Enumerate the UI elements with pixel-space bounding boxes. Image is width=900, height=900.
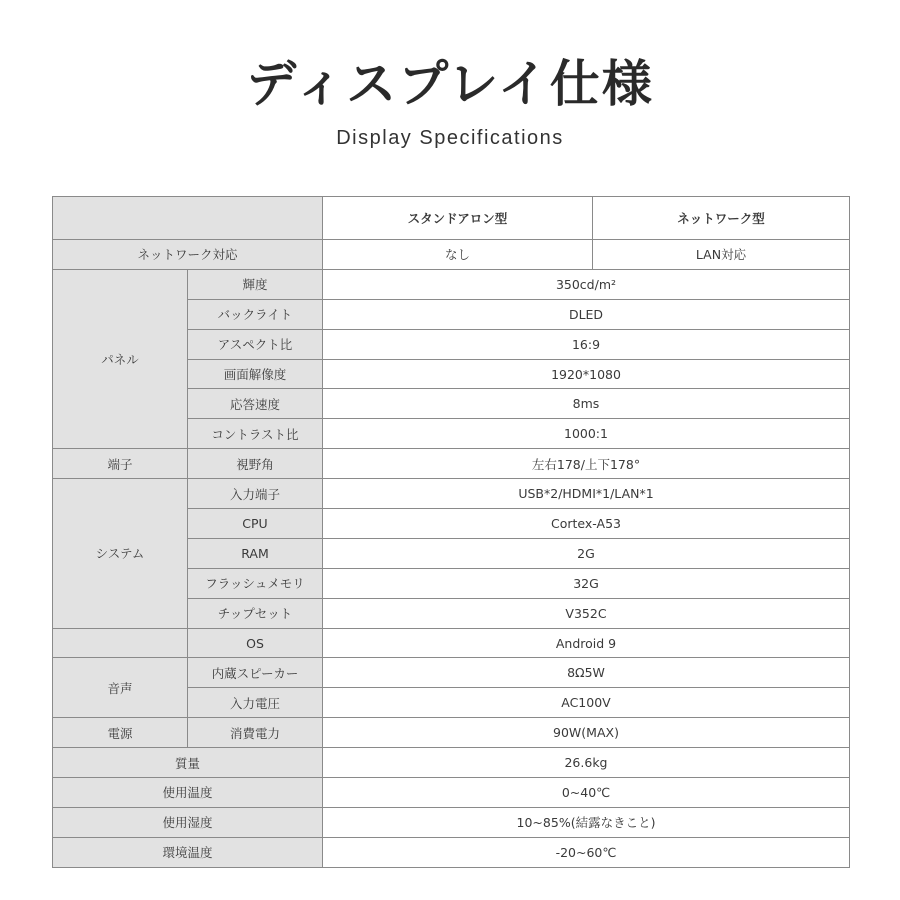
row-label-flash: フラッシュメモリ <box>188 568 323 598</box>
header-row <box>53 197 850 240</box>
row-label-env-temp: 環境温度 <box>53 837 323 867</box>
value-consumption: 90W(MAX) <box>323 718 850 748</box>
value-response: 8ms <box>323 389 850 419</box>
value-input-voltage: AC100V <box>323 688 850 718</box>
group-label-audio: 音声 <box>53 658 188 718</box>
table-row <box>53 807 850 837</box>
page-subtitle: Display Specifications <box>336 127 564 149</box>
value-ram: 2G <box>323 538 850 568</box>
blank-group-cell <box>53 628 188 658</box>
row-label-weight: 質量 <box>53 748 323 778</box>
row-label-contrast: コントラスト比 <box>188 419 323 449</box>
table-row <box>53 718 850 748</box>
value-os: Android 9 <box>323 628 850 658</box>
table-row <box>53 628 850 658</box>
row-label-input-voltage: 入力電圧 <box>188 688 323 718</box>
spec-table <box>52 196 850 868</box>
row-label-chipset: チップセット <box>188 598 323 628</box>
value-network-standalone: なし <box>323 240 593 270</box>
table-row <box>53 269 850 299</box>
value-network-network: LAN対応 <box>593 240 850 270</box>
value-input-terminal: USB*2/HDMI*1/LAN*1 <box>323 479 850 509</box>
row-label-op-humidity: 使用湿度 <box>53 807 323 837</box>
value-op-temp: 0~40℃ <box>323 778 850 808</box>
row-label-op-temp: 使用温度 <box>53 778 323 808</box>
table-row <box>53 479 850 509</box>
row-label-os: OS <box>188 628 323 658</box>
row-label-input-terminal: 入力端子 <box>188 479 323 509</box>
table-row <box>53 449 850 479</box>
row-label-ram: RAM <box>188 538 323 568</box>
row-label-aspect: アスペクト比 <box>188 329 323 359</box>
value-contrast: 1000:1 <box>323 419 850 449</box>
row-label-response: 応答速度 <box>188 389 323 419</box>
value-brightness: 350cd/m² <box>323 269 850 299</box>
value-aspect: 16:9 <box>323 329 850 359</box>
value-viewing-angle: 左右178/上下178° <box>323 449 850 479</box>
value-resolution: 1920*1080 <box>323 359 850 389</box>
header-blank-cell <box>53 197 323 240</box>
group-label-system: システム <box>53 479 188 628</box>
value-op-humidity: 10~85%(結露なきこと) <box>323 807 850 837</box>
table-row <box>53 748 850 778</box>
page-title: ディスプレイ仕様 <box>246 55 654 113</box>
row-label-brightness: 輝度 <box>188 269 323 299</box>
row-label-network: ネットワーク対応 <box>53 240 323 270</box>
group-label-power: 電源 <box>53 718 188 748</box>
value-flash: 32G <box>323 568 850 598</box>
value-env-temp: -20~60℃ <box>323 837 850 867</box>
value-backlight: DLED <box>323 299 850 329</box>
group-label-panel: パネル <box>53 269 188 448</box>
table-row <box>53 658 850 688</box>
row-label-resolution: 画面解像度 <box>188 359 323 389</box>
row-label-viewing-angle: 視野角 <box>188 449 323 479</box>
value-cpu: Cortex-A53 <box>323 509 850 539</box>
table-row <box>53 837 850 867</box>
row-label-consumption: 消費電力 <box>188 718 323 748</box>
group-label-terminal: 端子 <box>53 449 188 479</box>
table-row <box>53 240 850 270</box>
table-row <box>53 778 850 808</box>
col-header-network: ネットワーク型 <box>593 197 850 240</box>
row-label-speaker: 内蔵スピーカー <box>188 658 323 688</box>
value-weight: 26.6kg <box>323 748 850 778</box>
row-label-cpu: CPU <box>188 509 323 539</box>
row-label-backlight: バックライト <box>188 299 323 329</box>
col-header-standalone: スタンドアロン型 <box>323 197 593 240</box>
value-speaker: 8Ω5W <box>323 658 850 688</box>
value-chipset: V352C <box>323 598 850 628</box>
